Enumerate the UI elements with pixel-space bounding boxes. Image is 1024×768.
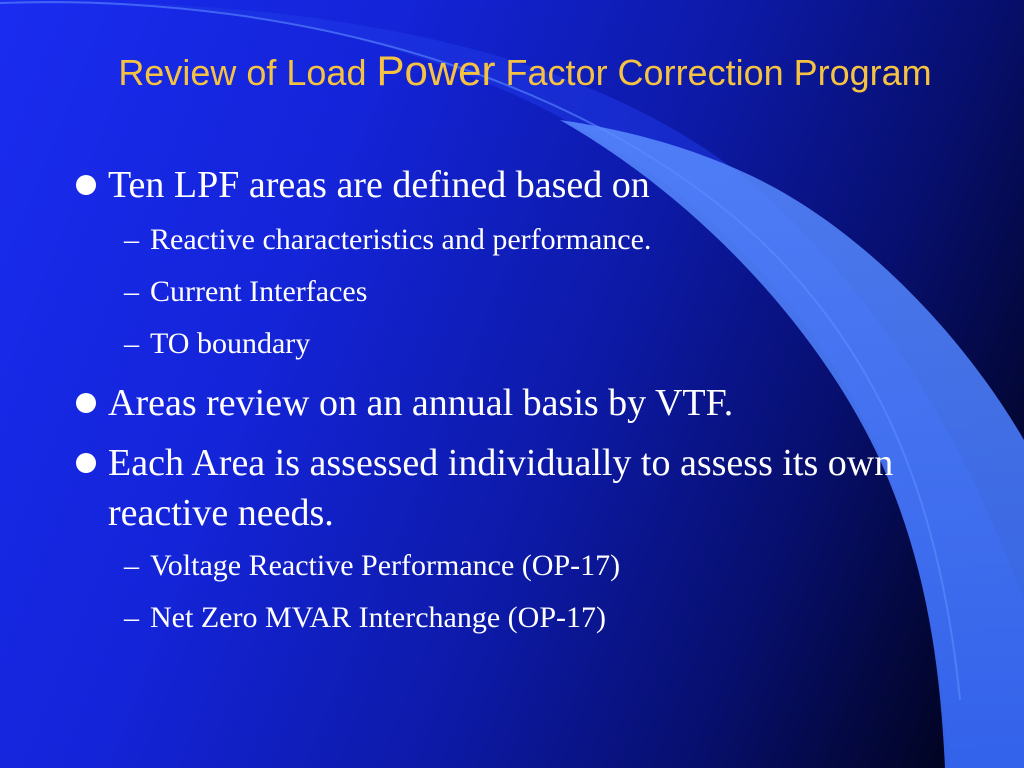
bullet-dot-icon — [76, 175, 96, 195]
bullet-text: Each Area is assessed individually to assess its own reactive needs. — [108, 442, 894, 534]
sub-item — [124, 324, 984, 364]
bullet-item — [76, 438, 946, 538]
sub-text: Current Interfaces — [150, 275, 368, 308]
dash-icon: – — [124, 223, 139, 256]
sub-text: TO boundary — [150, 327, 311, 360]
sub-item — [124, 220, 984, 260]
sub-item — [124, 272, 984, 312]
dash-icon: – — [124, 275, 139, 308]
bullet-dot-icon — [76, 393, 96, 413]
bullet-text: Ten LPF areas are defined based on — [108, 164, 650, 206]
sub-text: Reactive characteristics and performance. — [150, 223, 652, 256]
title-part-1: Review of Load — [118, 52, 377, 93]
title-part-2: Power — [376, 47, 496, 94]
bullet-dot-icon — [76, 453, 96, 473]
bullet-item — [76, 378, 976, 428]
bullet-text: Areas review on an annual basis by VTF. — [108, 382, 734, 424]
sub-item — [124, 598, 984, 638]
sub-item — [124, 546, 984, 586]
dash-icon: – — [124, 601, 139, 634]
title-part-3: Factor Correction Program — [495, 52, 932, 93]
dash-icon: – — [124, 549, 139, 582]
dash-icon: – — [124, 327, 139, 360]
bullet-item — [76, 160, 976, 210]
sub-text: Voltage Reactive Performance (OP-17) — [150, 549, 621, 582]
sub-text: Net Zero MVAR Interchange (OP-17) — [150, 601, 606, 634]
